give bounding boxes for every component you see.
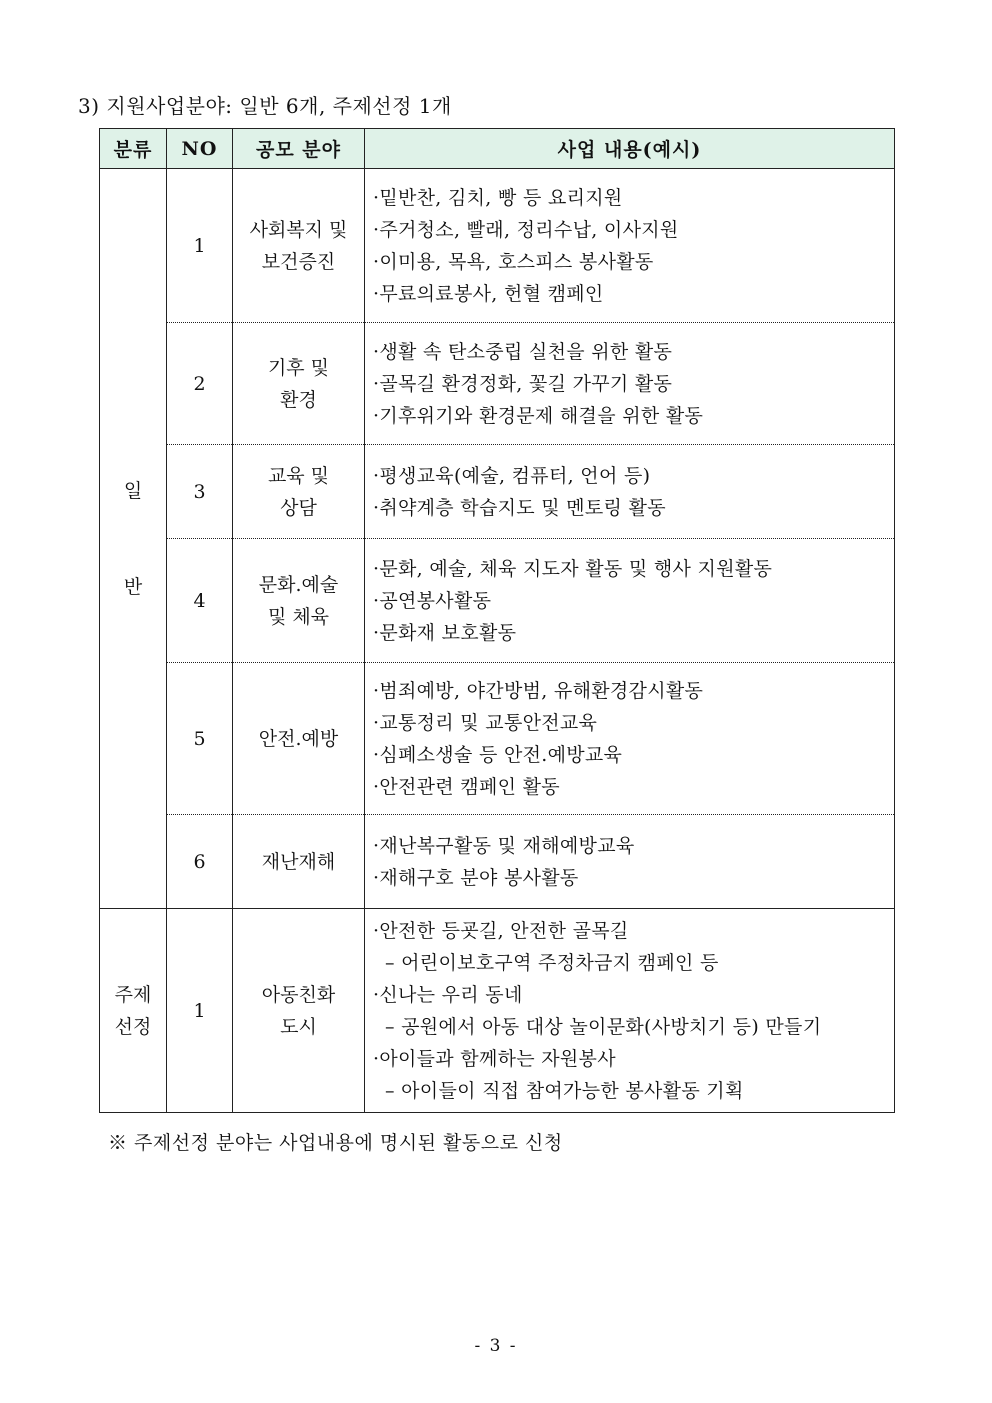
content-item: ·평생교육(예술, 컴퓨터, 언어 등) — [373, 464, 651, 487]
footnote: ※ 주제선정 분야는 사업내용에 명시된 활동으로 신청 — [108, 1132, 563, 1154]
row-number: 6 — [167, 815, 233, 909]
content-subitem: – 어린이보호구역 주정차금지 캠페인 등 — [385, 951, 719, 974]
content-item: ·아이들과 함께하는 자원봉사 — [373, 1047, 616, 1070]
table-row — [100, 909, 895, 1113]
field-content — [365, 815, 895, 909]
field-name: 안전.예방 — [233, 663, 365, 815]
field-name: 재난재해 — [233, 815, 365, 909]
field-content — [365, 445, 895, 539]
content-item: ·안전관련 캠페인 활동 — [373, 775, 560, 798]
table-row — [100, 539, 895, 663]
table-row — [100, 169, 895, 323]
row-number: 1 — [167, 169, 233, 323]
content-subitem: – 공원에서 아동 대상 놀이문화(사방치기 등) 만들기 — [385, 1015, 822, 1038]
section-heading: 3) 지원사업분야: 일반 6개, 주제선정 1개 — [78, 94, 452, 118]
field-name: 문화.예술 및 체육 — [233, 539, 365, 663]
field-content — [365, 909, 895, 1113]
header-field: 공모 분야 — [233, 129, 365, 169]
field-content — [365, 539, 895, 663]
table-row — [100, 815, 895, 909]
content-item: ·무료의료봉사, 헌혈 캠페인 — [373, 282, 604, 305]
content-subitem: – 아이들이 직접 참여가능한 봉사활동 기획 — [385, 1079, 744, 1102]
content-item: ·신나는 우리 동네 — [373, 983, 523, 1006]
table-row — [100, 663, 895, 815]
table-row — [100, 323, 895, 445]
row-number: 4 — [167, 539, 233, 663]
content-item: ·재난복구활동 및 재해예방교육 — [373, 834, 635, 857]
header-content: 사업 내용(예시) — [365, 129, 895, 169]
field-name: 기후 및 환경 — [233, 323, 365, 445]
table-row — [100, 445, 895, 539]
field-name: 아동친화 도시 — [233, 909, 365, 1113]
content-item: ·주거청소, 빨래, 정리수납, 이사지원 — [373, 218, 679, 241]
field-content — [365, 323, 895, 445]
content-item: ·재해구호 분야 봉사활동 — [373, 866, 579, 889]
row-number: 3 — [167, 445, 233, 539]
field-name: 사회복지 및 보건증진 — [233, 169, 365, 323]
content-item: ·안전한 등굣길, 안전한 골목길 — [373, 919, 629, 942]
content-item: ·교통정리 및 교통안전교육 — [373, 711, 598, 734]
field-content — [365, 663, 895, 815]
table-header-row — [100, 129, 895, 169]
row-number: 1 — [167, 909, 233, 1113]
content-item: ·골목길 환경정화, 꽃길 가꾸기 활동 — [373, 372, 673, 395]
content-item: ·문화, 예술, 체육 지도자 활동 및 행사 지원활동 — [373, 557, 773, 580]
support-fields-table — [99, 128, 895, 1113]
content-item: ·취약계층 학습지도 및 멘토링 활동 — [373, 496, 666, 519]
header-category: 분류 — [100, 129, 167, 169]
content-item: ·기후위기와 환경문제 해결을 위한 활동 — [373, 404, 704, 427]
content-item: ·이미용, 목욕, 호스피스 봉사활동 — [373, 250, 654, 273]
row-number: 5 — [167, 663, 233, 815]
content-item: ·공연봉사활동 — [373, 589, 492, 612]
row-number: 2 — [167, 323, 233, 445]
category-general: 일 반 — [100, 169, 167, 909]
page-number: - 3 - — [474, 1336, 518, 1356]
content-item: ·밑반찬, 김치, 빵 등 요리지원 — [373, 186, 623, 209]
field-content — [365, 169, 895, 323]
content-item: ·범죄예방, 야간방범, 유해환경감시활동 — [373, 679, 704, 702]
field-name: 교육 및 상담 — [233, 445, 365, 539]
content-item: ·심폐소생술 등 안전.예방교육 — [373, 743, 623, 766]
category-theme: 주제 선정 — [100, 909, 167, 1113]
content-item: ·문화재 보호활동 — [373, 621, 517, 644]
header-no: NO — [167, 129, 233, 169]
content-item: ·생활 속 탄소중립 실천을 위한 활동 — [373, 340, 673, 363]
